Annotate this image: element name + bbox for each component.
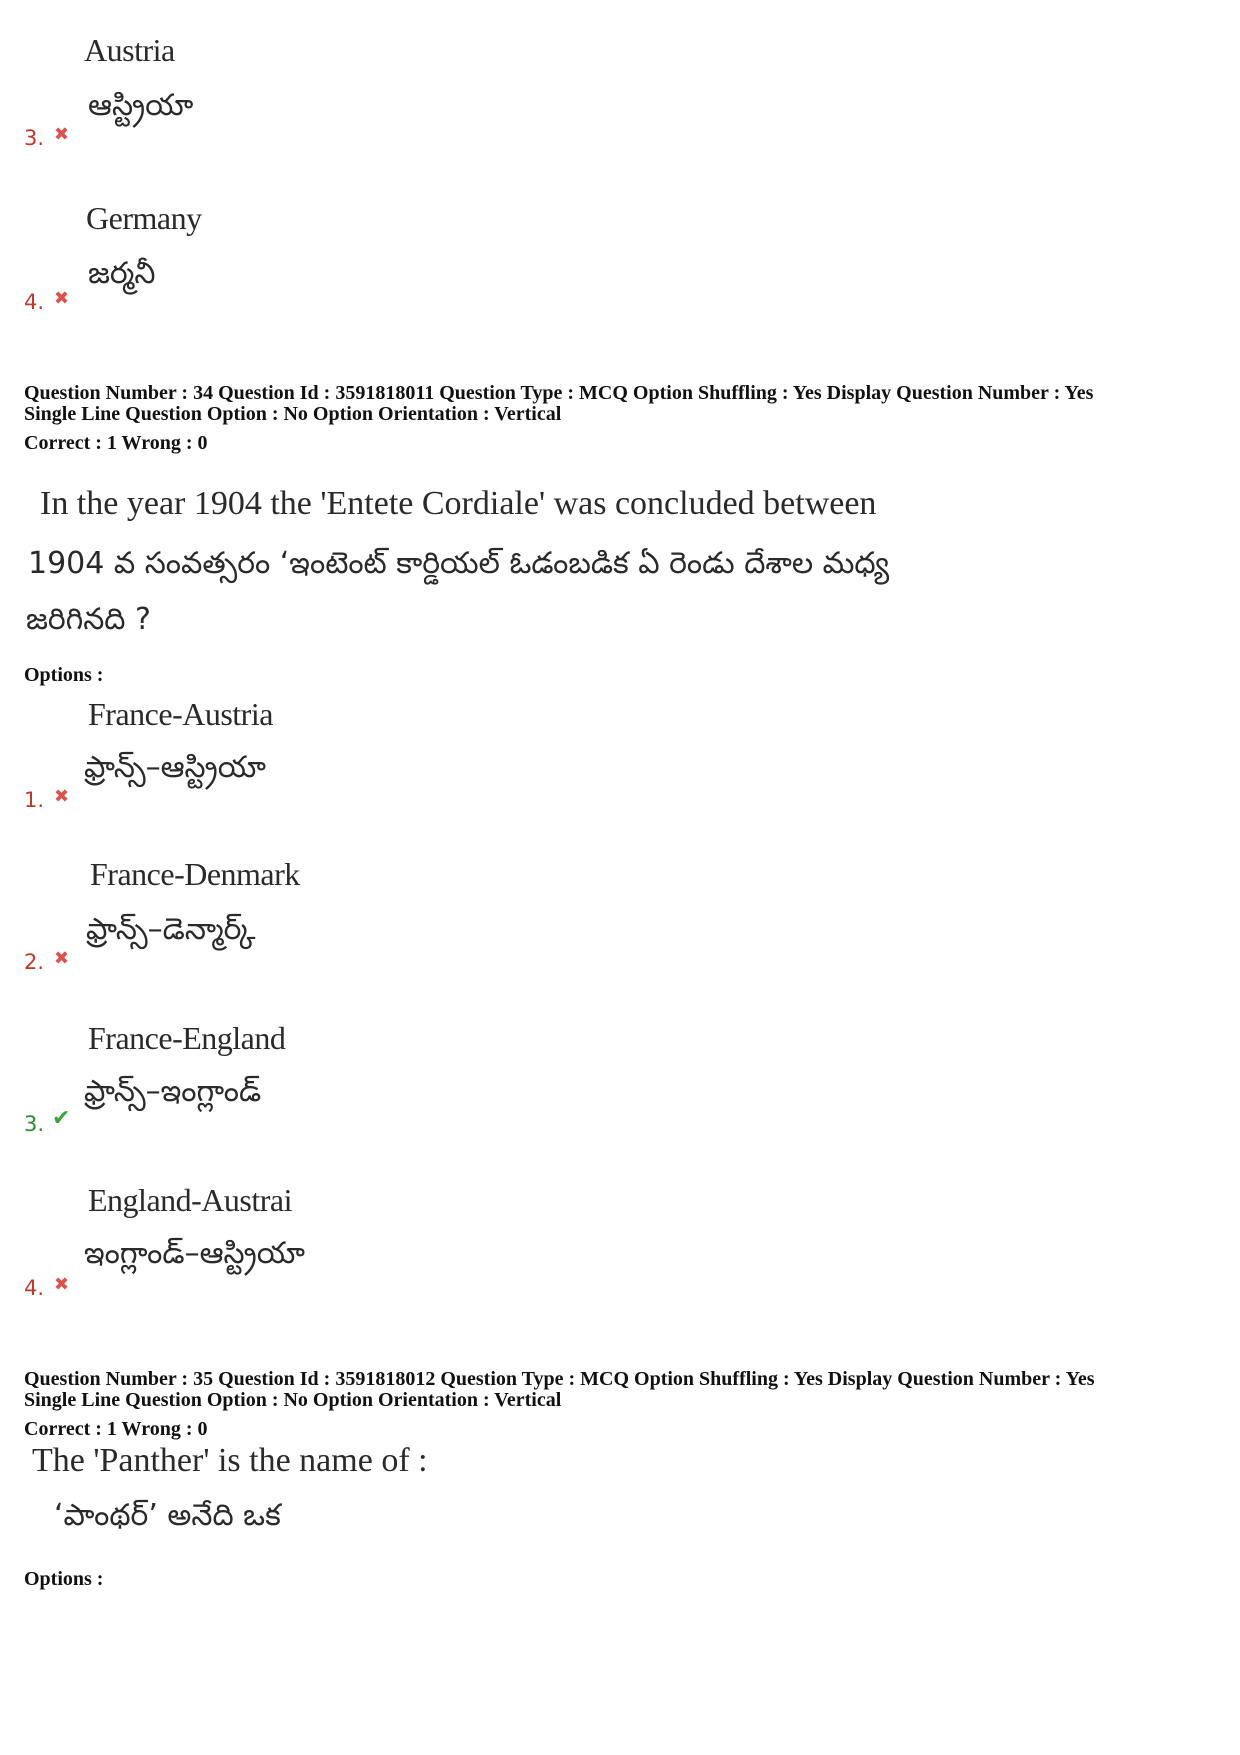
option-telugu: ఫ్రాన్స్–డెన్మార్క్ <box>86 912 256 947</box>
option-number: 1. <box>24 788 45 812</box>
options-label: Options : <box>24 1568 104 1590</box>
question-text-telugu-2: జరిగినది ? <box>26 602 151 637</box>
option-number: 4. <box>24 290 45 314</box>
question-meta-2: Single Line Question Option : No Option Orientation : Vertical <box>24 403 562 425</box>
option-english: France-Austria <box>88 696 273 732</box>
option-english: France-Denmark <box>90 856 300 892</box>
question-marks: Correct : 1 Wrong : 0 <box>24 1418 208 1440</box>
cross-icon: ✖ <box>54 786 70 807</box>
option-telugu: ఆస్ట్రియా <box>88 88 194 123</box>
question-text-telugu: ‘పాంథర్’ అనేది ఒక <box>54 1498 281 1533</box>
question-marks: Correct : 1 Wrong : 0 <box>24 432 208 454</box>
check-icon: ✔ <box>52 1106 71 1131</box>
question-meta: Question Number : 35 Question Id : 3591818012 Question Type : MCQ Option Shuffling : Yes Display Question Number : Yes <box>24 1368 1095 1390</box>
cross-icon: ✖ <box>54 948 70 969</box>
option-english: Germany <box>86 200 202 236</box>
option-telugu: ఫ్రాన్స్–ఆస్ట్రియా <box>84 750 266 785</box>
cross-icon: ✖ <box>54 1274 70 1295</box>
option-english: England-Austrai <box>88 1182 292 1218</box>
option-telugu: ఇంగ్లాండ్–ఆస్ట్రియా <box>84 1236 305 1271</box>
question-text-english: The 'Panther' is the name of : <box>32 1442 428 1479</box>
cross-icon: ✖ <box>54 288 70 309</box>
option-number: 4. <box>24 1276 45 1300</box>
question-meta-2: Single Line Question Option : No Option Orientation : Vertical <box>24 1389 562 1411</box>
option-english: Austria <box>84 32 175 68</box>
cross-icon: ✖ <box>54 124 70 145</box>
question-text-telugu: 1904 వ సంవత్సరం ‘ఇంటెంట్ కార్డియల్ ఓడంబడిక ఏ రెండు దేశాల మధ్య <box>28 546 890 581</box>
question-text-english: In the year 1904 the 'Entete Cordiale' was concluded between <box>40 485 877 522</box>
options-label: Options : <box>24 664 104 686</box>
question-meta: Question Number : 34 Question Id : 3591818011 Question Type : MCQ Option Shuffling : Yes Display Question Number : Yes <box>24 382 1094 404</box>
option-english: France-England <box>88 1020 286 1056</box>
option-number: 2. <box>24 950 45 974</box>
option-telugu: జర్మనీ <box>88 256 156 291</box>
option-number: 3. <box>24 126 45 150</box>
option-telugu: ఫ్రాన్స్–ఇంగ్లాండ్ <box>84 1074 262 1109</box>
option-number: 3. <box>24 1112 45 1136</box>
